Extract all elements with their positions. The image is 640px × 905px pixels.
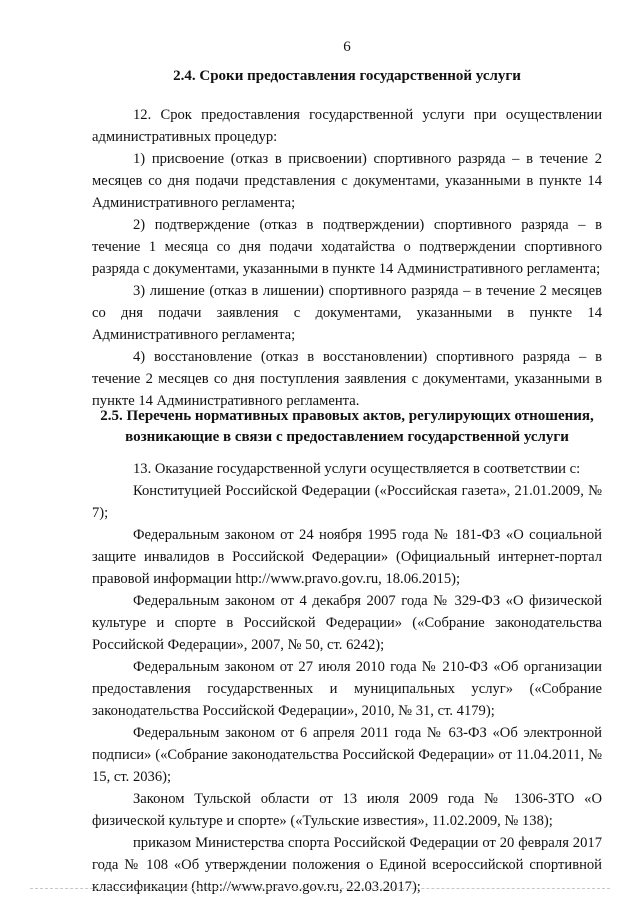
paragraph: 12. Срок предоставления государственной услуги при осуществлении административных процедур: bbox=[92, 107, 602, 145]
list-item: Федеральным законом от 24 ноября 1995 года № 181-ФЗ «О социальной защите инвалидов в Российской Федерации» (Официальный интернет-портал правовой информации http://www.pravo.gov.ru, 18.06.2015); bbox=[92, 527, 602, 587]
page-number: 6 bbox=[343, 39, 351, 55]
list-item: Конституцией Российской Федерации («Российская газета», 21.01.2009, № 7); bbox=[92, 483, 602, 521]
list-item: Федеральным законом от 4 декабря 2007 года № 329-ФЗ «О физической культуре и спорте в Российской Федерации» («Собрание законодательства Российской Федерации», 2007, № 50, ст. 6242); bbox=[92, 593, 602, 653]
list-item: Законом Тульской области от 13 июля 2009 года № 1306-ЗТО «О физической культуре и спорте» («Тульские известия», 11.02.2009, № 138); bbox=[92, 791, 602, 829]
section-2-4-body bbox=[92, 104, 602, 412]
list-item: Федеральным законом от 27 июля 2010 года № 210-ФЗ «Об организации предоставления государственных и муниципальных услуг» («Собрание законодательства Российской Федерации», 2010, № 31, ст. 4179); bbox=[92, 659, 602, 719]
scan-edge-divider bbox=[30, 888, 610, 889]
list-item: 1) присвоение (отказ в присвоении) спортивного разряда – в течение 2 месяцев со дня подачи представления с документами, указанными в пункте 14 Административного регламента; bbox=[92, 151, 602, 211]
section-heading-2-5: 2.5. Перечень нормативных правовых актов, регулирующих отношения, возникающие в связи с предоставлением государственной услуги bbox=[100, 408, 594, 445]
list-item: приказом Министерства спорта Российской Федерации от 20 февраля 2017 года № 108 «Об утверждении положения о Единой всероссийской спортивной классификации (http://www.pravo.gov.ru, 22.03.2017); bbox=[92, 835, 602, 895]
list-item: 2) подтверждение (отказ в подтверждении) спортивного разряда – в течение 1 месяца со дня подачи ходатайства о подтверждении спортивного разряда с документами, указанными в пункте 14 Административного регламента; bbox=[92, 217, 602, 277]
list-item: 4) восстановление (отказ в восстановлении) спортивного разряда – в течение 2 месяцев со дня поступления заявления с документами, указанными в пункте 14 Административного регламента. bbox=[92, 349, 602, 409]
list-item: 3) лишение (отказ в лишении) спортивного разряда – в течение 2 месяцев со дня подачи заявления с документами, указанными в пункте 14 Административного регламента; bbox=[92, 283, 602, 343]
section-2-5-body bbox=[92, 458, 602, 898]
list-item: Федеральным законом от 6 апреля 2011 года № 63-ФЗ «Об электронной подписи» («Собрание законодательства Российской Федерации» от 11.04.2011, № 15, ст. 2036); bbox=[92, 725, 602, 785]
paragraph: 13. Оказание государственной услуги осуществляется в соответствии с: bbox=[133, 461, 581, 477]
section-heading-2-4: 2.4. Сроки предоставления государственной услуги bbox=[173, 68, 521, 84]
